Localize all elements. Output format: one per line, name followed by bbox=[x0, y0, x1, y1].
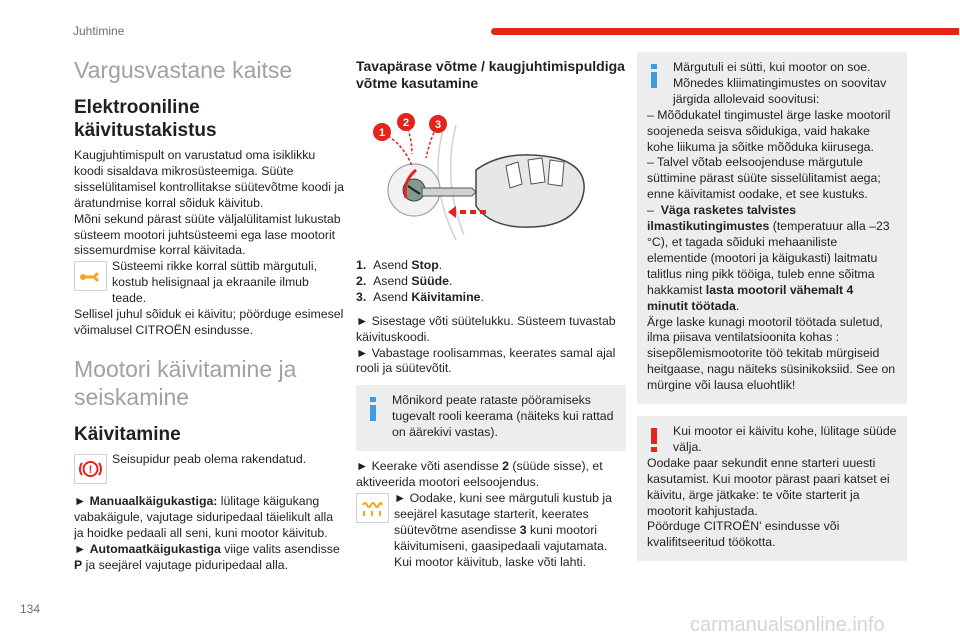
section-header: Juhtimine bbox=[73, 24, 125, 38]
paragraph: Mõni sekund pärast süüte väljalülitamist lukustab süsteem mootori juhtsüsteemi ega lase mootorit sissemurdmise korral käivitada. bbox=[74, 211, 341, 258]
info-icon bbox=[645, 62, 665, 90]
column-3 bbox=[637, 52, 907, 561]
warning-text: Oodake paar sekundit enne starteri uuesti kasutamist. Kui mootor pärast paari katset ei käivitu, ärge jätkake: te võite starterit ja mootorit kahjustada. bbox=[647, 455, 890, 518]
info-text: – Mõõdukatel tingimustel ärge laske mootoril soojeneda seisva sõidukiga, vaid hakake kohe liikuma ja sõitke mõõduka kiirusega. bbox=[647, 107, 891, 154]
exclamation-icon bbox=[645, 426, 665, 454]
section-title-start-stop: Mootori käivitamine ja seiskamine bbox=[74, 355, 297, 410]
figure-label: 1 bbox=[378, 127, 386, 139]
auto-gearbox-instruction: ► Automaatkäigukastiga viige valits asendisse P ja seejärel vajutage piduripedaal alla. bbox=[74, 541, 340, 572]
figure-label: 3 bbox=[434, 119, 442, 131]
instruction: ► Sisestage võti süütelukku. Süsteem tuvastab käivituskoodi. bbox=[356, 313, 616, 344]
warning-text: Pöörduge CITROËN' esindusse või kvalifitseeritud töökotta. bbox=[647, 519, 840, 550]
paragraph: Süsteemi rikke korral süttib märgutuli, kostub helisignaal ja ekraanile ilmub teade. bbox=[112, 259, 318, 306]
glow-plug-note bbox=[356, 491, 626, 571]
paragraph: Kaugjuhtimispult on varustatud oma isiklikku koodi sisaldava mikrosüsteemiga. Süüte sisselülitamisel kontrollitakse süütevõtme koodi ja äratundmise korral sõiduk käivitub. bbox=[74, 148, 344, 210]
list-item: 2. Asend Süüde. bbox=[356, 273, 453, 288]
warning-panel bbox=[637, 416, 907, 561]
info-text: Ärge laske kunagi mootoril töötada suletud, ilma piisava ventilatsioonita kohas : sisepõlemismootorite töö tekitab mürgiseid heitgaase, nagu näiteks süsinikoksiid. See on mürgine või lausa eluohtlik! bbox=[647, 314, 896, 393]
watermark: carmanualsonline.info bbox=[690, 614, 885, 636]
instruction: ► Keerake võti asendisse 2 (süüde sisse), et aktiveerida mootori eelsoojendus. bbox=[356, 459, 603, 489]
key-positions-list bbox=[356, 258, 626, 306]
info-icon bbox=[364, 395, 384, 423]
section-title-antitheft: Vargusvastane kaitse bbox=[74, 57, 293, 83]
heading-starting: Käivitamine bbox=[74, 423, 181, 445]
warning-text: Kui mootor ei käivitu kohe, lülitage süüde välja. bbox=[673, 424, 897, 454]
key-figure bbox=[356, 100, 626, 250]
manual-gearbox-instruction: ► Manuaalkäigukastiga: lülitage käigukang vabakäigule, vajutage siduripedaal täielikult alla ja hoidke pedaali all seni, kuni mootor käivitub. bbox=[74, 493, 334, 540]
page-number: 134 bbox=[20, 602, 41, 616]
brake-warning-icon bbox=[74, 454, 107, 484]
paragraph: Sellisel juhul sõiduk ei käivitu; pöörduge esimesel võimalusel CITROËN esindusse. bbox=[74, 307, 344, 337]
paragraph: Seisupidur peab olema rakendatud. bbox=[112, 451, 307, 466]
info-text: – Talvel võtab eelsoojenduse märgutule süttimine pärast süüte sisselülitamist aega; enne käivitamist oodake, et see kustuks. bbox=[647, 155, 881, 202]
wrench-warning-icon bbox=[74, 261, 107, 291]
info-panel bbox=[637, 52, 907, 404]
heading-immobiliser: Elektrooniline käivitustakistus bbox=[74, 97, 217, 141]
heading-key-use: Tavapärase võtme / kaugjuhtimispuldiga võtme kasutamine bbox=[356, 58, 625, 91]
figure-label: 2 bbox=[402, 117, 410, 129]
parking-brake-note bbox=[74, 452, 344, 486]
column-2 bbox=[356, 52, 626, 570]
glow-plug-icon bbox=[356, 493, 389, 523]
info-text: Mõnikord peate rataste pööramiseks tugevalt rooli keerama (näiteks kui rattad on äärekivi vastas). bbox=[392, 393, 614, 440]
column-1 bbox=[74, 52, 344, 573]
header-accent-bar bbox=[491, 28, 959, 35]
info-panel bbox=[356, 385, 626, 451]
info-text: – Väga rasketes talvistes ilmastikutingimustes (temperatuur alla –23 °C), et tagada sõiduki mehaaniliste elementide (mootori ja käigukasti) laitmatu talitlus ning pikk tööiga, tuleb enne sõitma hakkamist lasta mootoril vähemalt 4 minutit töötada. bbox=[647, 203, 890, 313]
svg-text:!: ! bbox=[88, 463, 93, 476]
list-item: 1. Asend Stop. bbox=[356, 258, 443, 272]
instruction: ► Vabastage roolisammas, keerates samal ajal rooli ja süütevõtit. bbox=[356, 345, 616, 376]
info-text: Märgutuli ei sütti, kui mootor on soe. Mõnedes kliimatingimustes on soovitav järgida allolevaid soovitusi: bbox=[673, 60, 887, 106]
instruction: ► Oodake, kuni see märgutuli kustub ja seejärel kasutage starterit, keerates süütevõtme asendisse 3 kuni mootori käivitumiseni, gaasipedaali vajutamata. Kui mootor käivitub, laske võti lahti. bbox=[394, 490, 612, 569]
list-item: 3. Asend Käivitamine. bbox=[356, 289, 484, 304]
warning-light-note bbox=[74, 259, 344, 307]
